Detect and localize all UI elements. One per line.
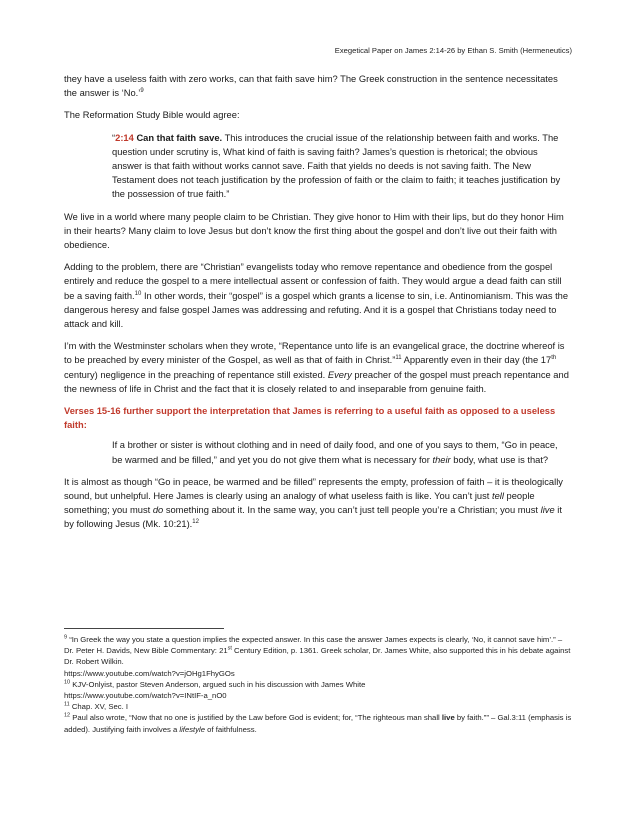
footnote-11: $^{11}$ Chap. XV, Sec. I: [64, 701, 128, 712]
quote-title: Can that faith save.: [136, 132, 223, 143]
footnote-divider: [64, 628, 224, 629]
footnote-ref[interactable]: 11: [395, 355, 402, 362]
verse-reference: 2:14: [115, 132, 134, 143]
footnote-ref[interactable]: 9: [140, 88, 144, 95]
block-quote: If a brother or sister is without clothing and in need of daily food, and one of you says to them, “Go in peace, be warmed and be filled,” and yet you do not give them what is necessary for their body, what use is that?: [112, 440, 558, 465]
block-quote: “2:14 Can that faith save. This introduces the crucial issue of the relationship between faith and works. The question under scrutiny is, What kind of faith is saving faith? James’s question is rhetorical; the obvious answer is that faith without works cannot save. Faith that yields no deeds is not saving faith. The New Testament does not teach justification by the profession of faith or the claim to faith; it teaches justification by the possession of true faith.”: [112, 132, 561, 200]
footnote-10: $^{10}$ KJV-Onlyist, pastor Steven Anderson, argued such in his discussion with James White: [64, 679, 366, 689]
paragraph: We live in a world where many people claim to be Christian. They give honor to Him with their lips, but do they honor Him in their hearts? Many claim to love Jesus but don’t know the first thing about the gospel and don’t live out their faith with obedience.: [64, 211, 564, 251]
paragraph: Adding to the problem, there are “Christian” evangelists today who remove repentance and obedience from the gospel entirely and reduce the gospel to a mere intellectual assent or confession of faith. They would argue a dead faith can still be a saving faith.$^{10}$ In other words, their “gospel” is a gospel which grants a license to sin, i.e. Antinomianism. This was the dangerous heresy and false gospel James was addressing and refuting. And it is a gospel that Christians today need to attack and kill.: [64, 262, 569, 330]
running-header: Exegetical Paper on James 2:14-26 by Ethan S. Smith (Hermeneutics): [334, 46, 572, 55]
footnote-ref[interactable]: 12: [192, 519, 199, 526]
paragraph: they have a useless faith with zero works, can that faith save him? The Greek construction in the sentence necessitates the answer is ‘No.’$^9$: [64, 74, 558, 99]
paragraph: It is almost as though “Go in peace, be warmed and be filled” represents the empty, profession of faith – it is theologically sound, but unhelpful. Here James is clearly using an analogy of what useless faith is like. You can’t just tell people something; you must do something about it. In the same way, you can’t just tell people you’re a Christian; you must live it by following Jesus (Mk. 10:21).$^{12}$: [64, 476, 563, 530]
paragraph: The Reformation Study Bible would agree:: [64, 110, 240, 121]
footnote-9: $^9$ “In Greek the way you state a question implies the expected answer. In this case the answer James expects is clearly, ‘No, it cannot save him’.” – Dr. Peter H. Davids, New Bible Commentary: 21st Century Edition, p. 1361. Greek scholar, Dr. James White, also supported this in his debate against Dr. Robert Wilkin.: [64, 634, 571, 667]
footnote-12: $^{12}$ Paul also wrote, “Now that no one is justified by the Law before God is evident; for, “The righteous man shall live by faith.”” – Gal.3:11 (emphasis is added). Justifying faith involves a lifestyle of faithfulness.: [64, 712, 572, 734]
footnote-link[interactable]: https://www.youtube.com/watch?v=INtIF-a_nO0: [64, 691, 227, 701]
section-heading: Verses 15-16 further support the interpretation that James is referring to a useful faith as opposed to a useless faith:: [64, 406, 556, 431]
footnote-link[interactable]: https://www.youtube.com/watch?v=jOHg1FhyGOs: [64, 668, 235, 678]
paragraph: I’m with the Westminster scholars when they wrote, “Repentance unto life is an evangelical grace, the doctrine whereof is to be preached by every minister of the Gospel, as well as that of faith in Christ.”$^{11}$ Apparently even in their day (the 17th century) negligence in the preaching of repentance still existed. Every preacher of the gospel must preach repentance and the newness of life in Christ and the fact that it is closely related to and inseparable from genuine faith.: [64, 341, 569, 394]
footnotes: [64, 634, 574, 735]
body-text: [64, 72, 570, 540]
footnote-ref[interactable]: 10: [134, 290, 142, 297]
